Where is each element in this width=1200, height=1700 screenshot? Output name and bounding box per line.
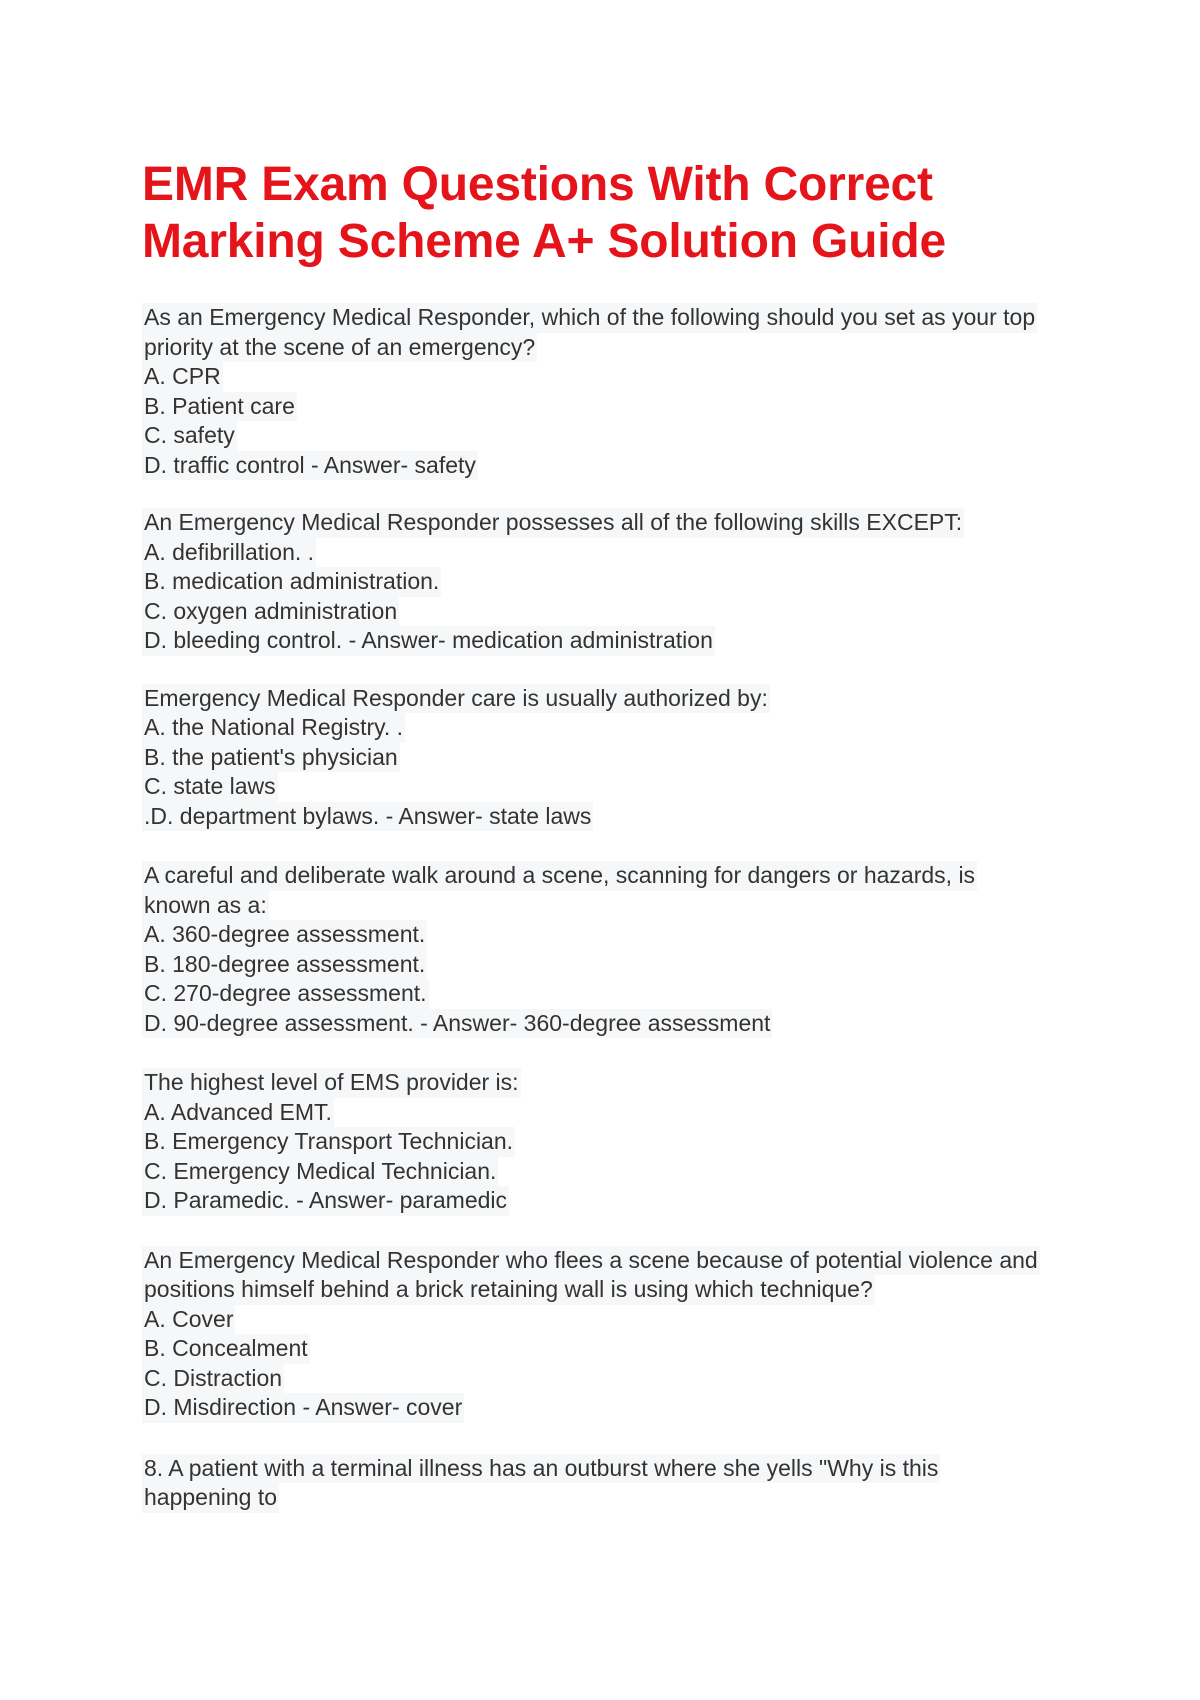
answer-option: B. Concealment: [142, 1334, 310, 1364]
answer-option: B. Patient care: [142, 392, 297, 422]
document-title: [142, 156, 1102, 270]
answer-option-with-answer: D. traffic control - Answer- safety: [142, 451, 478, 481]
question-text: known as a:: [142, 891, 269, 921]
answer-option: B. the patient's physician: [142, 743, 400, 773]
answer-option-with-answer: .D. department bylaws. - Answer- state laws: [142, 802, 593, 832]
question-block-4: [142, 861, 1082, 1038]
answer-option: C. state laws: [142, 772, 278, 802]
question-text: An Emergency Medical Responder who flees a scene because of potential violence and: [142, 1246, 1040, 1276]
question-block-3: [142, 684, 1082, 832]
question-block-5: [142, 1068, 1082, 1216]
answer-option: A. Cover: [142, 1305, 235, 1335]
question-text: Emergency Medical Responder care is usually authorized by:: [142, 684, 770, 714]
question-block-1: [142, 303, 1082, 480]
question-block-7: [142, 1454, 1082, 1513]
answer-option: C. Distraction: [142, 1364, 284, 1394]
answer-option-with-answer: D. Paramedic. - Answer- paramedic: [142, 1186, 509, 1216]
question-text: positions himself behind a brick retaining wall is using which technique?: [142, 1275, 875, 1305]
question-text: The highest level of EMS provider is:: [142, 1068, 521, 1098]
question-text: An Emergency Medical Responder possesses all of the following skills EXCEPT:: [142, 508, 964, 538]
answer-option-with-answer: D. 90-degree assessment. - Answer- 360-degree assessment: [142, 1009, 772, 1039]
answer-option: A. defibrillation. .: [142, 538, 316, 568]
question-text: A careful and deliberate walk around a scene, scanning for dangers or hazards, is: [142, 861, 977, 891]
question-block-2: [142, 508, 1082, 656]
answer-option: C. safety: [142, 421, 237, 451]
answer-option: B. Emergency Transport Technician.: [142, 1127, 515, 1157]
question-list: [142, 303, 1082, 1541]
answer-option: C. Emergency Medical Technician.: [142, 1157, 498, 1187]
question-block-6: [142, 1246, 1082, 1423]
title-line: EMR Exam Questions With Correct: [142, 158, 933, 211]
question-text: priority at the scene of an emergency?: [142, 333, 537, 363]
answer-option: A. Advanced EMT.: [142, 1098, 334, 1128]
question-text: As an Emergency Medical Responder, which of the following should you set as your top: [142, 303, 1037, 333]
answer-option-with-answer: D. Misdirection - Answer- cover: [142, 1393, 464, 1423]
question-text: happening to: [142, 1483, 279, 1513]
answer-option: A. 360-degree assessment.: [142, 920, 427, 950]
answer-option: A. the National Registry. .: [142, 713, 405, 743]
title-line: Marking Scheme A+ Solution Guide: [142, 215, 946, 268]
answer-option-with-answer: D. bleeding control. - Answer- medication administration: [142, 626, 715, 656]
answer-option: A. CPR: [142, 362, 223, 392]
answer-option: B. medication administration.: [142, 567, 441, 597]
answer-option: B. 180-degree assessment.: [142, 950, 427, 980]
question-text: 8. A patient with a terminal illness has an outburst where she yells "Why is this: [142, 1454, 940, 1484]
answer-option: C. oxygen administration: [142, 597, 399, 627]
answer-option: C. 270-degree assessment.: [142, 979, 429, 1009]
